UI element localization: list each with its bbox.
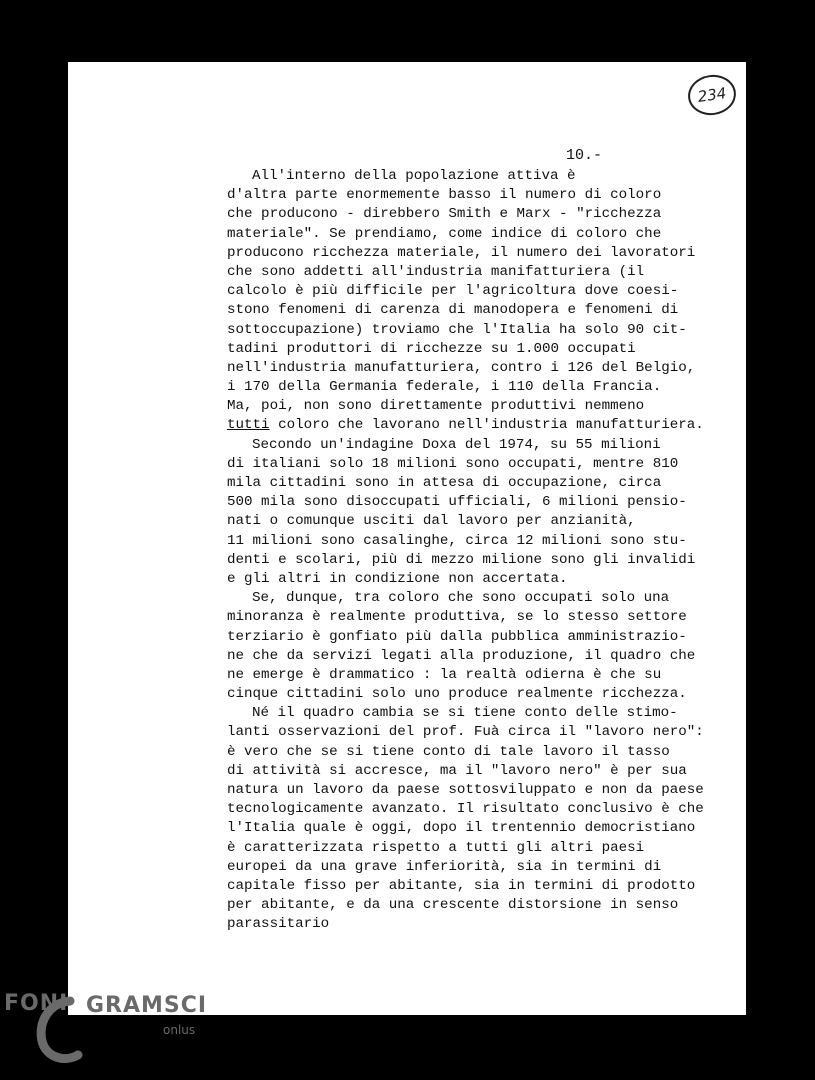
text-line: d'altra parte enormemente basso il numero di coloro [227,187,662,204]
text-line-rest: coloro che lavorano nell'industria manufatturiera. [278,417,704,434]
watermark-gramsci: GRAMSCI [86,993,208,1018]
watermark-fon: FONI [4,991,69,1016]
text-line: ne che da servizi legati alla produzione, il quadro che [227,647,696,664]
text-line: capitale fisso per abitante, sia in termini di prodotto [227,877,696,894]
text-line: 11 milioni sono casalinghe, circa 12 milioni sono stu- [227,532,687,549]
text-line: ne emerge è drammatico : la realtà odierna è che su [227,666,662,683]
text-line: per abitante, e da una crescente distorsione in senso [227,897,679,914]
body-text [227,167,747,935]
text-line: tadini produttori di ricchezze su 1.000 occupati [227,340,636,357]
text-line: materiale". Se prendiamo, come indice di coloro che [227,225,662,242]
text-line: nell'industria manufatturiera, contro i 126 del Belgio, [227,359,696,376]
text-line: è vero che se si tiene conto di tale lavoro il tasso [227,743,670,760]
text-line: mila cittadini sono in attesa di occupazione, circa [227,475,662,491]
archive-stamp: 234 [685,72,738,118]
text-line: lanti osservazioni del prof. Fuà circa il "lavoro nero": [227,724,704,741]
text-line: natura un lavoro da paese sottosviluppato e non da paese [227,782,704,798]
underlined-word: tutti [227,417,270,434]
text-line: denti e scolari, più di mezzo milione sono gli invalidi [227,551,696,568]
page-number: 10.- [566,147,603,164]
text-line: sottoccupazione) troviamo che l'Italia ha solo 90 cit- [227,321,687,338]
text-line: europei da una grave inferiorità, sia in termini di [227,858,662,875]
watermark-onlus: onlus [163,1023,196,1037]
fondazione-gramsci-watermark [0,985,260,1080]
text-line: nati o comunque usciti dal lavoro per anzianità, [227,513,636,530]
text-line: l'Italia quale è oggi, dopo il trentennio democristiano [227,820,696,837]
text-line: minoranza è realmente produttiva, se lo stesso settore [227,609,687,626]
text-line: 500 mila sono disoccupati ufficiali, 6 milioni pensio- [227,494,687,511]
text-line: Né il quadro cambia se si tiene conto delle stimo- [252,705,678,722]
text-line: All'interno della popolazione attiva è [252,168,576,184]
text-line: calcolo è più difficile per l'agricoltura dove coesi- [227,283,679,300]
text-line: stono fenomeni di carenza di manodopera e fenomeni di [227,302,679,319]
text-line: che producono - direbbero Smith e Marx - "ricchezza [227,206,662,223]
text-line: tecnologicamente avanzato. Il risultato conclusivo è che [227,801,704,818]
text-line-underlined [227,416,747,435]
text-line: cinque cittadini solo uno produce realmente ricchezza. [227,686,687,703]
text-line: i 170 della Germania federale, i 110 della Francia. [227,379,662,396]
document-page [68,62,746,1015]
text-line: terziario è gonfiato più dalla pubblica amministrazio- [227,628,687,645]
text-line: Secondo un'indagine Doxa del 1974, su 55 milioni [252,436,661,453]
text-line: di italiani solo 18 milioni sono occupati, mentre 810 [227,455,679,472]
text-line: parassitario [227,916,330,933]
text-line: Se, dunque, tra coloro che sono occupati solo una [252,590,670,607]
text-line: Ma, poi, non sono direttamente produttivi nemmeno [227,398,645,415]
text-line: è caratterizzata rispetto a tutti gli altri paesi [227,839,645,856]
text-line: che sono addetti all'industria manifatturiera (il [227,263,645,280]
text-line: di attività si accresce, ma il "lavoro nero" è per sua [227,762,687,779]
text-line: e gli altri in condizione non accertata. [227,570,568,587]
text-line: producono ricchezza materiale, il numero dei lavoratori [227,244,696,261]
